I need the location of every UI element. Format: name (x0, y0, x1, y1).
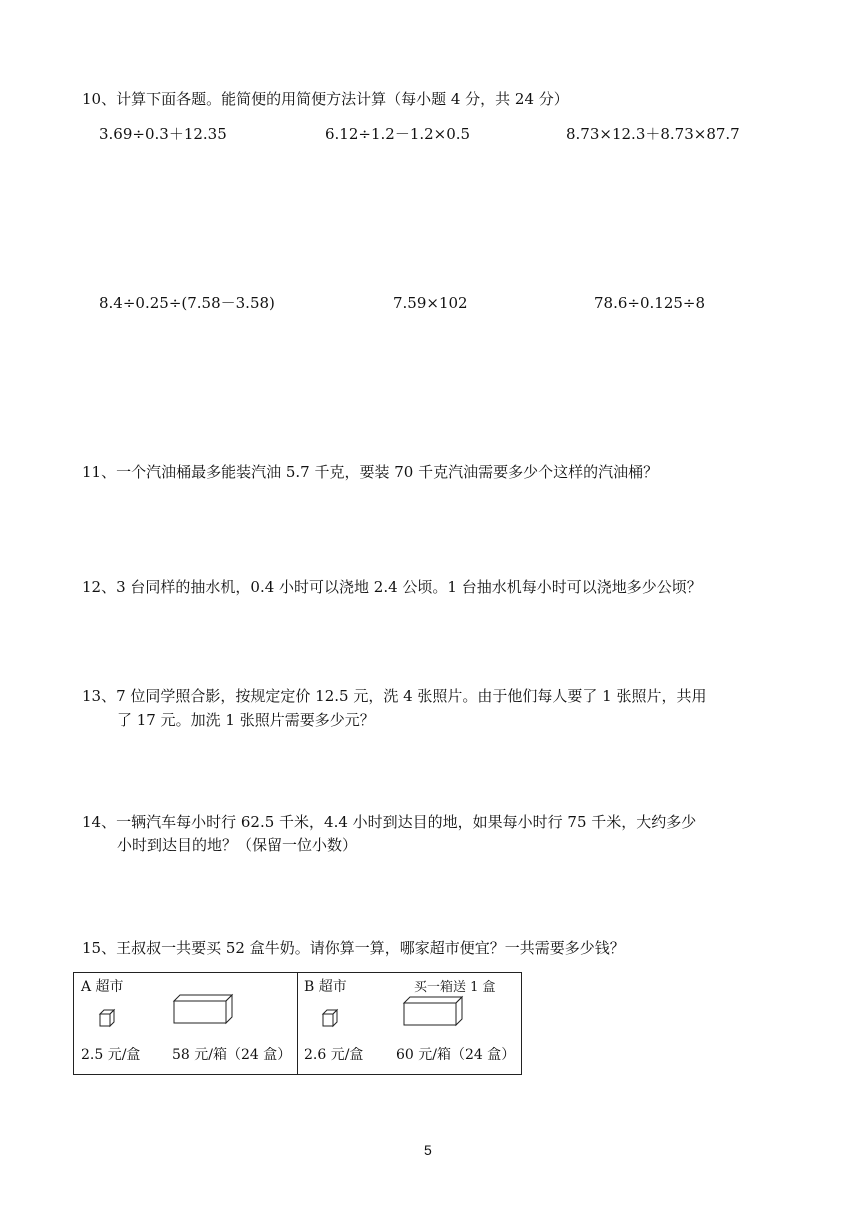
q10-item-3: 8.73×12.3＋8.73×87.7 (566, 125, 740, 143)
store-b-box-price: 2.6 元/盒 (304, 1047, 364, 1063)
single-box-icon (98, 1008, 116, 1028)
q13-line-2: 了 17 元。加洗 1 张照片需要多少元？ (117, 711, 375, 729)
q10-title: 10、计算下面各题。能简便的用简便方法计算（每小题 4 分，共 24 分） (82, 90, 569, 108)
q10-item-1: 3.69÷0.3＋12.35 (99, 125, 227, 143)
q14-line-1: 14、一辆汽车每小时行 62.5 千米，4.4 小时到达目的地，如果每小时行 75 千米，大约多少 (82, 813, 697, 831)
supermarket-table (73, 972, 522, 1075)
store-b-case-price: 60 元/箱（24 盒） (396, 1047, 516, 1063)
table-divider (297, 973, 298, 1074)
milk-case-icon (402, 995, 466, 1027)
q12-text: 12、3 台同样的抽水机，0.4 小时可以浇地 2.4 公顷。1 台抽水机每小时可以浇地多少公顷？ (82, 578, 702, 596)
store-b-name: B 超市 (304, 979, 347, 995)
store-a-name: A 超市 (81, 979, 124, 995)
q10-item-6: 78.6÷0.125÷8 (594, 294, 706, 312)
store-a-case-price: 58 元/箱（24 盒） (172, 1047, 292, 1063)
q11-text: 11、一个汽油桶最多能装汽油 5.7 千克，要装 70 千克汽油需要多少个这样的汽油桶？ (82, 463, 659, 481)
milk-case-icon (172, 993, 236, 1025)
q10-item-2: 6.12÷1.2－1.2×0.5 (325, 125, 471, 143)
page-number: 5 (424, 1142, 432, 1158)
q13-line-1: 13、7 位同学照合影，按规定定价 12.5 元，洗 4 张照片。由于他们每人要了 1 张照片，共用 (82, 687, 707, 705)
q14-line-2: 小时到达目的地？（保留一位小数） (117, 836, 358, 854)
store-a-box-price: 2.5 元/盒 (81, 1047, 141, 1063)
single-box-icon (321, 1008, 339, 1028)
q15-text: 15、王叔叔一共要买 52 盒牛奶。请你算一算，哪家超市便宜？一共需要多少钱？ (82, 939, 625, 957)
q10-item-4: 8.4÷0.25÷(7.58－3.58) (99, 294, 275, 312)
q10-item-5: 7.59×102 (393, 294, 468, 312)
store-b-promo: 买一箱送 1 盒 (414, 980, 496, 995)
